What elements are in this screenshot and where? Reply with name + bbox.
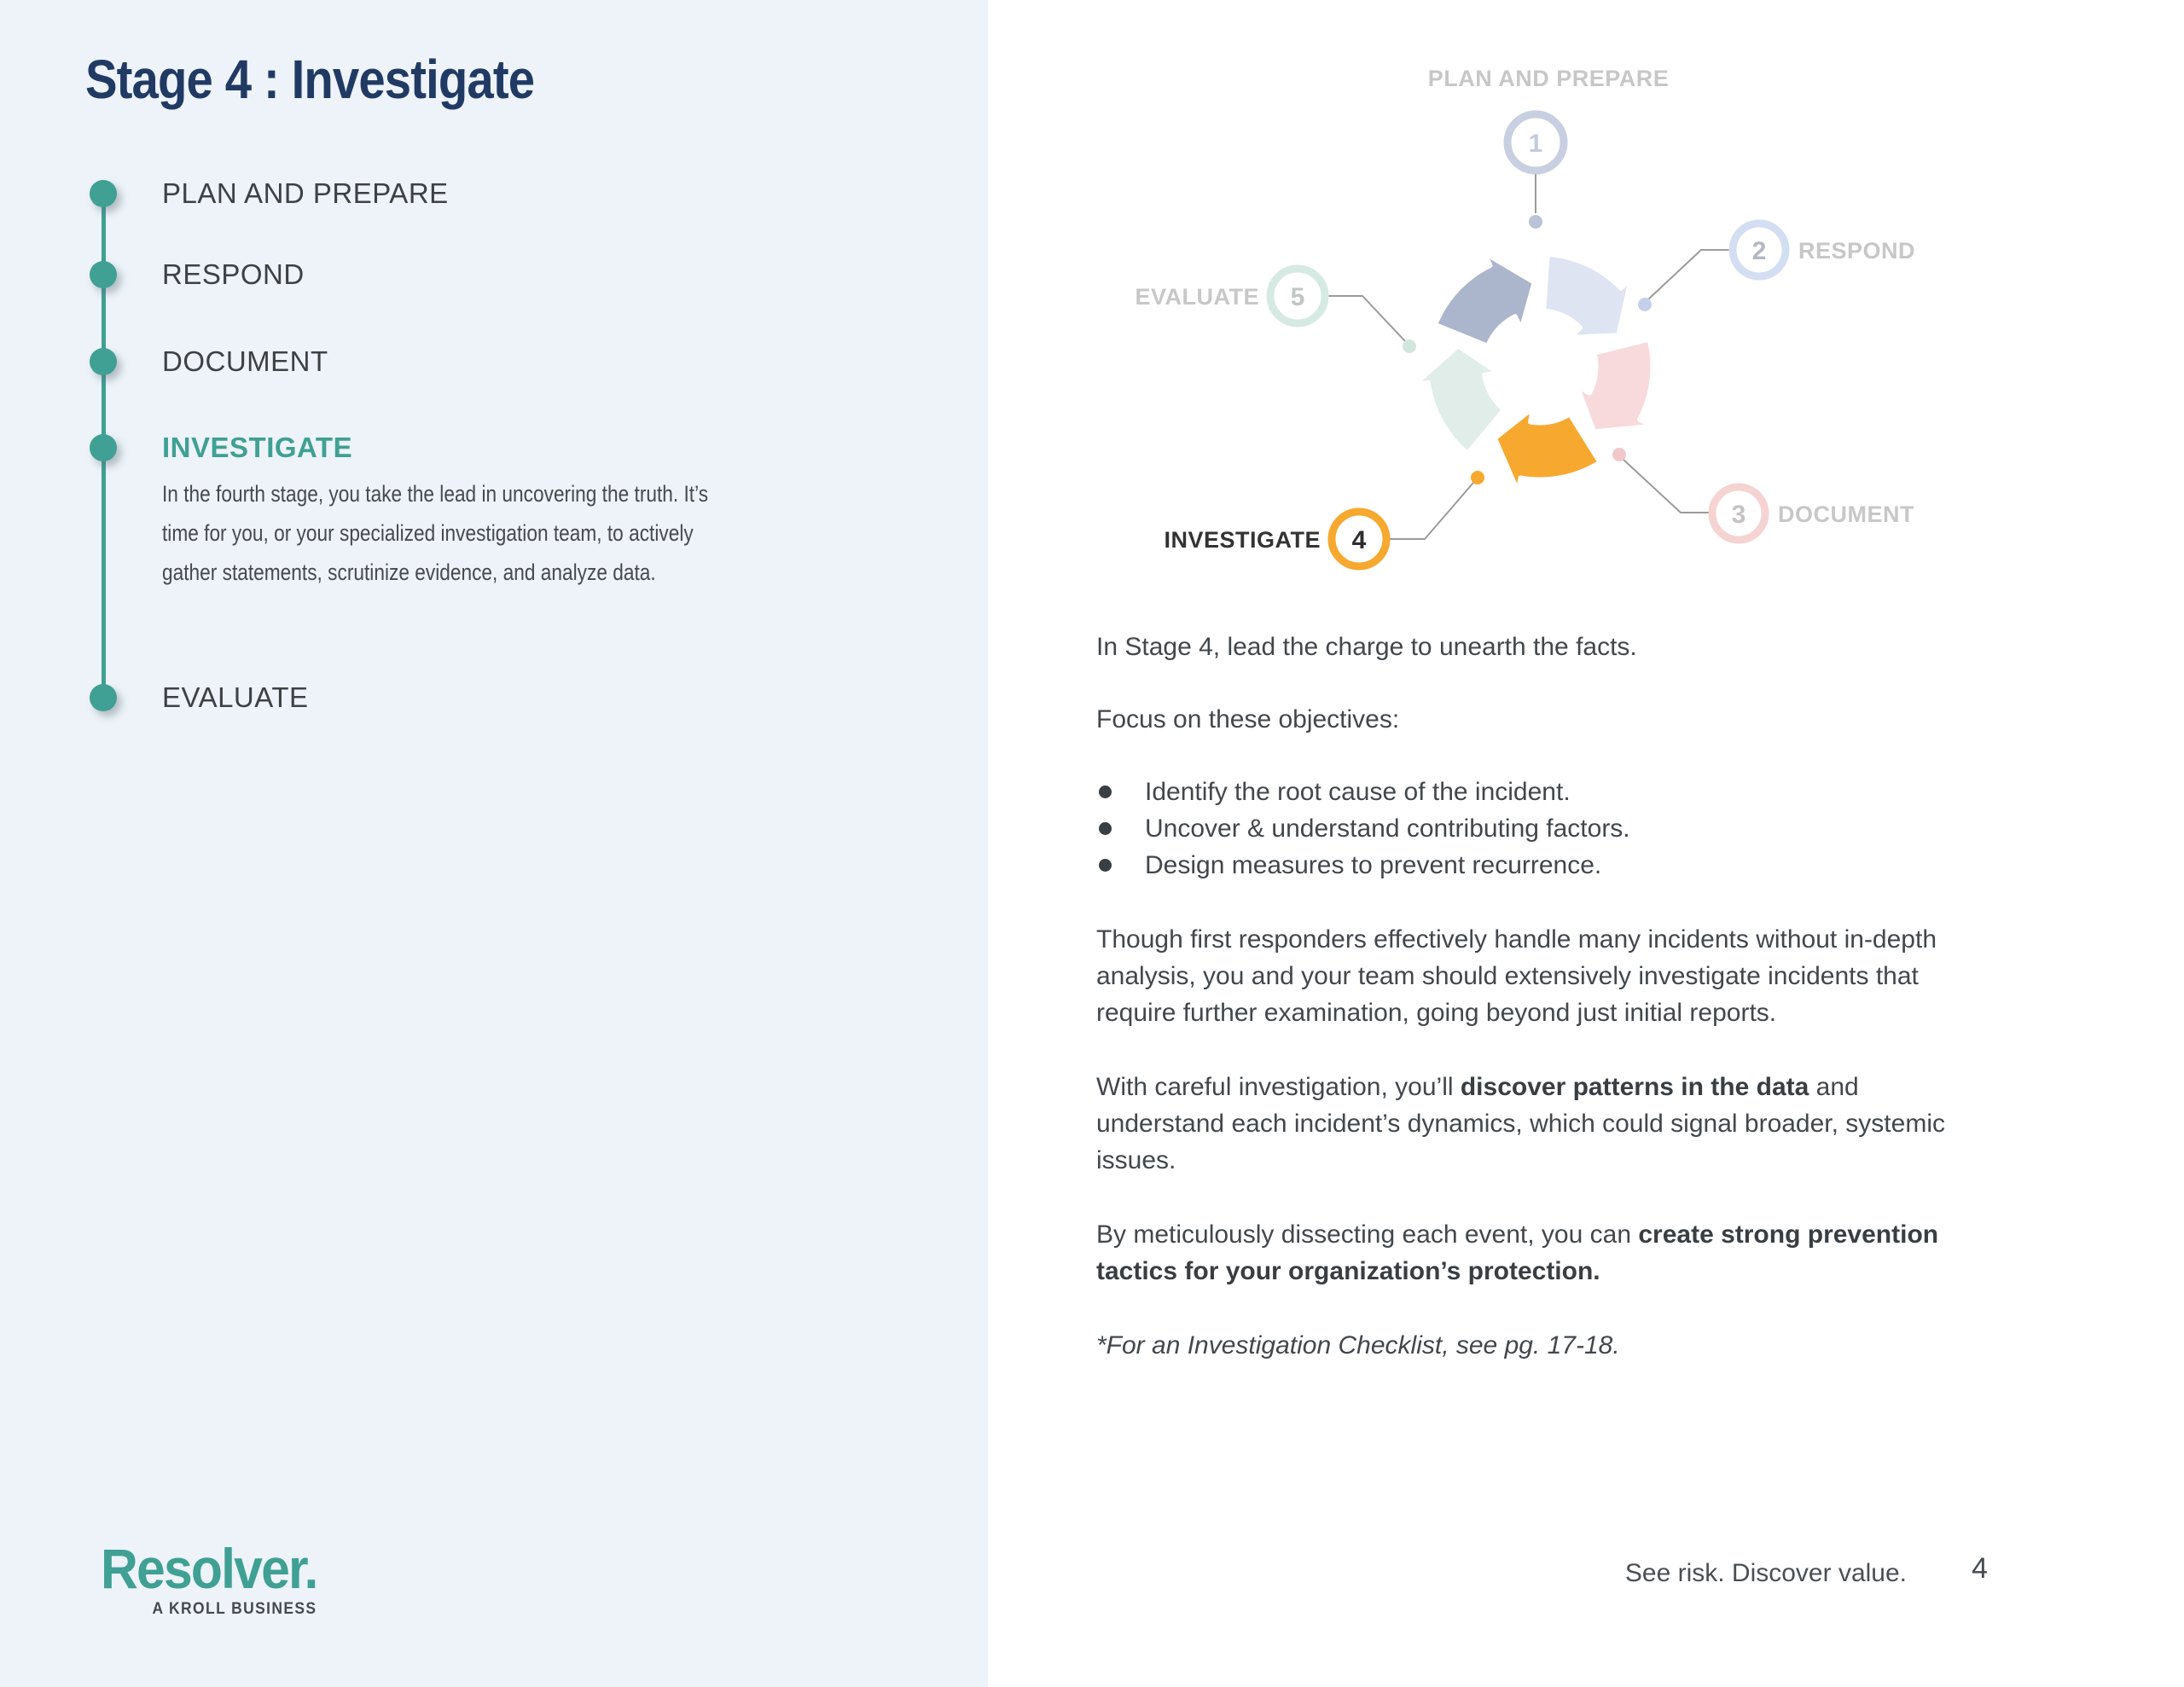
timeline-dot-document [90, 348, 117, 375]
timeline-item-respond: RESPOND [162, 258, 305, 290]
logo-wordmark: Resolver. [101, 1537, 317, 1600]
stage-2-arrow [1544, 254, 1631, 337]
stage-5-number: 5 [1290, 283, 1305, 311]
paragraph-patterns [1096, 1069, 1958, 1179]
intro-line: In Stage 4, lead the charge to unearth the facts. [1096, 633, 1637, 661]
paragraph-prevention-text: By meticulously dissecting each event, you can [1096, 1220, 1639, 1249]
resolver-logo [101, 1537, 317, 1619]
stage-2-number: 2 [1751, 237, 1767, 265]
paragraph-prevention-bold: create strong prevention tactics for your organization’s protection. [1096, 1220, 1939, 1285]
timeline-item-evaluate: EVALUATE [162, 681, 309, 713]
stage-3-connector-line [1623, 460, 1712, 513]
objectives-list [1096, 774, 1958, 884]
objective-item: Design measures to prevent recurrence. [1096, 847, 1958, 884]
page-title: Stage 4 : Investigate [85, 49, 535, 110]
stage-cycle-diagram [1092, 0, 2184, 614]
objectives-heading: Focus on these objectives: [1096, 705, 1400, 733]
stage-4-number: 4 [1351, 526, 1367, 554]
timeline-dot-evaluate [90, 684, 117, 711]
stage-2-connector-line [1648, 250, 1733, 299]
stage-2-dot [1638, 298, 1652, 311]
stage-5-label: EVALUATE [1135, 284, 1259, 310]
paragraph-prevention [1096, 1216, 1958, 1290]
stage-3-number: 3 [1731, 501, 1746, 529]
stage-3-dot [1612, 448, 1626, 461]
stage-1-arrow [1436, 253, 1534, 345]
stage-1-number: 1 [1528, 130, 1543, 158]
checklist-note: *For an Investigation Checklist, see pg. 17-18. [1096, 1331, 1620, 1359]
stage-5-dot [1403, 339, 1416, 353]
paragraph-responders: Though first responders effectively handle many incidents without in-depth analysis, you and your team should extensively investigate incidents that require further examination, going beyond just initial reports. [1096, 925, 1937, 1027]
objective-item: Identify the root cause of the incident. [1096, 774, 1958, 810]
stage-5-connector-line [1327, 296, 1405, 341]
objective-item: Uncover & understand contributing factors. [1096, 810, 1958, 847]
stage-1-dot [1529, 215, 1542, 229]
stage-3-label: DOCUMENT [1778, 501, 1914, 527]
timeline-item-investigate: INVESTIGATE [162, 432, 353, 463]
page-number: 4 [1972, 1552, 1988, 1585]
stage-1-label: PLAN AND PREPARE [1427, 66, 1670, 91]
logo-subtitle: A KROLL BUSINESS [152, 1600, 317, 1618]
paragraph-patterns-text: With careful investigation, you’ll [1096, 1073, 1461, 1101]
timeline-item-description: In the fourth stage, you take the lead in uncovering the truth. It’s time for you, or your specialized investigation team, to actively gather statements, scrutinize evidence, and analyze data. [162, 481, 709, 585]
stage-2-label: RESPOND [1798, 238, 1916, 264]
timeline-item-document: DOCUMENT [162, 345, 328, 377]
left-panel [0, 0, 988, 1687]
timeline-dot-plan-and-prepare [90, 180, 117, 207]
timeline-dot-respond [90, 261, 117, 288]
stage-4-label: INVESTIGATE [1164, 527, 1321, 553]
stage-4-arrow [1496, 409, 1600, 491]
stage-4-connector-line [1388, 483, 1473, 539]
stage-5-arrow [1414, 346, 1503, 453]
timeline-item-plan-and-prepare: PLAN AND PREPARE [162, 177, 449, 209]
stage-description-column [1096, 629, 1958, 1400]
stage-4-dot [1471, 471, 1484, 484]
paragraph-patterns-text-end: and understand each incident’s dynamics, which could signal broader, systemic issues. [1096, 1073, 1945, 1174]
stage-3-arrow [1577, 339, 1653, 432]
paragraph-patterns-bold: discover patterns in the data [1460, 1073, 1809, 1101]
timeline-dot-investigate [90, 434, 117, 461]
cycle-diagram-svg [1092, 0, 2184, 614]
footer-tagline: See risk. Discover value. [1624, 1559, 1907, 1587]
stage-timeline [0, 0, 988, 1687]
